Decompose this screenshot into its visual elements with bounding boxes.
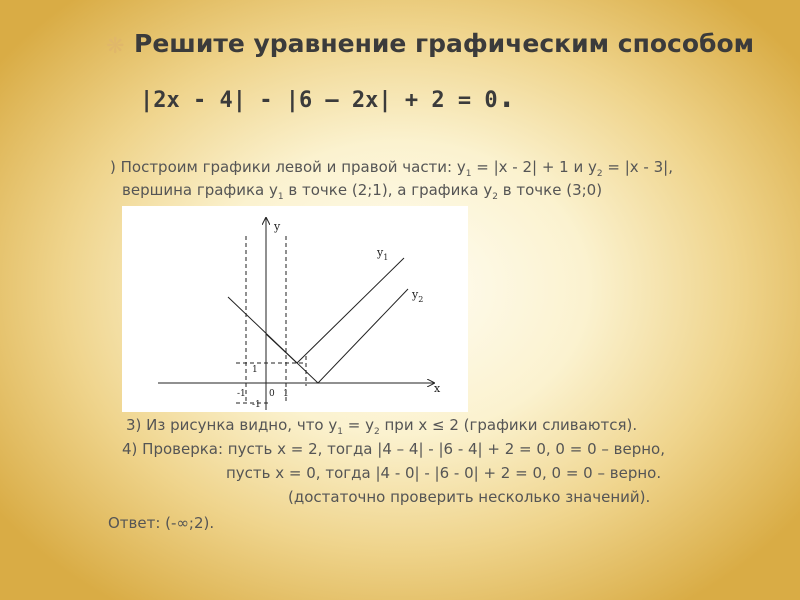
step2-text-a: вершина графика y [122, 181, 278, 199]
x-axis-label: x [434, 382, 441, 395]
step1-text-b: = |x - 2| + 1 и y [471, 158, 597, 176]
step3-text-a: 3) Из рисунка видно, что y [126, 416, 338, 434]
equation-text: |2x - 4| - |6 – 2x| + 2 = 0 [140, 88, 498, 113]
line1-label: $y_1$ [377, 246, 389, 262]
step2-line [122, 181, 602, 202]
step2-sub-a: 1 [277, 192, 284, 202]
graph-line-y1 [266, 258, 404, 363]
bullet-icon: ❋ [106, 34, 125, 59]
graph [122, 206, 468, 412]
step4-line1: 4) Проверка: пусть x = 2, тогда |4 – 4| - |6 - 4| + 2 = 0, 0 = 0 – верно, [122, 440, 665, 458]
step1-text-c: = |x - 3|, [602, 158, 673, 176]
tick-x-zero: 0 [269, 389, 275, 399]
grid-dashes [236, 236, 306, 404]
step1-line [110, 158, 673, 179]
step1-text-a: ) Построим графики левой и правой части: y [110, 158, 466, 176]
step3-text-c: при x ≤ 2 (графики сливаются). [379, 416, 638, 434]
graph-svg [122, 206, 468, 412]
tick-y-one: 1 [252, 365, 258, 375]
step2-sub-b: 2 [492, 192, 498, 202]
step3-sub-b: 2 [373, 427, 380, 437]
tick-x-neg-one: -1 [237, 389, 246, 399]
y-axis-label: y [274, 220, 281, 233]
step1-sub-b: 2 [596, 169, 603, 179]
step4-line2: пусть x = 0, тогда |4 - 0| - |6 - 0| + 2 = 0, 0 = 0 – верно. [226, 464, 662, 482]
equation-period: . [497, 80, 516, 115]
slide-title: Решите уравнение графическим способом [134, 29, 755, 58]
answer-line: Ответ: (-∞;2). [108, 514, 215, 532]
equation [140, 80, 516, 115]
step2-text-c: в точке (3;0) [498, 181, 603, 199]
step2-text-b: в точке (2;1), а графика y [283, 181, 493, 199]
step3-sub-a: 1 [337, 427, 343, 437]
tick-y-neg-one: -1 [252, 400, 261, 410]
step3-text-b: = y [343, 416, 374, 434]
line2-label: $y_2$ [412, 288, 424, 304]
tick-x-one: 1 [283, 389, 289, 399]
step4-line3: (достаточно проверить несколько значений). [288, 488, 651, 506]
step3-line [126, 416, 637, 437]
step1-sub-a: 1 [465, 169, 472, 179]
